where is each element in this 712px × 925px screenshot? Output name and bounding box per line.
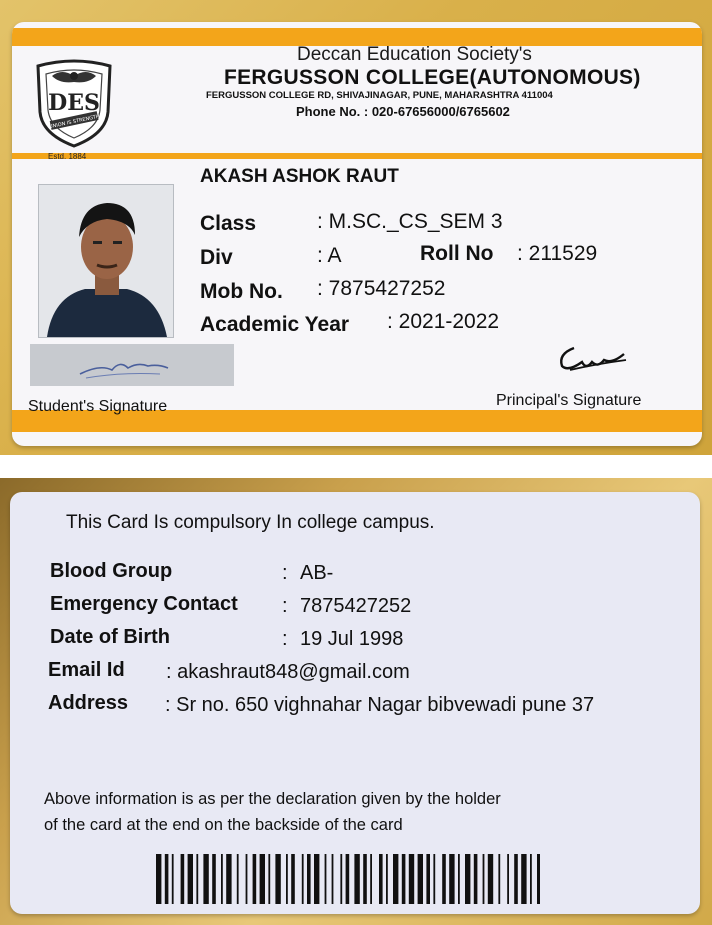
barcode-bar xyxy=(530,854,532,904)
barcode-bar xyxy=(354,854,359,904)
barcode-bar xyxy=(393,854,398,904)
barcode-bar xyxy=(514,854,518,904)
emergency-contact-label: Emergency Contact xyxy=(50,593,238,615)
barcode-bar xyxy=(433,854,435,904)
email-label: Email Id xyxy=(48,659,125,681)
barcode-bar xyxy=(156,854,161,904)
established-year: Estd. 1884 xyxy=(48,152,87,161)
barcode-bar xyxy=(226,854,231,904)
declaration-line-1: Above information is as per the declaration given by the holder xyxy=(44,790,501,808)
barcode-bar xyxy=(196,854,198,904)
barcode-bar xyxy=(212,854,216,904)
barcode-bar xyxy=(332,854,334,904)
barcode-bar xyxy=(474,854,478,904)
roll-number-value: : 211529 xyxy=(517,242,598,265)
header-divider-stripe xyxy=(12,153,702,159)
college-name: FERGUSSON COLLEGE(AUTONOMOUS) xyxy=(224,66,641,89)
barcode-bar xyxy=(325,854,327,904)
barcode-bar xyxy=(379,854,383,904)
barcode-bar xyxy=(363,854,367,904)
barcode-bar xyxy=(370,854,372,904)
date-of-birth-value: 19 Jul 1998 xyxy=(300,628,404,650)
barcode-bar xyxy=(488,854,493,904)
barcode-bar xyxy=(181,854,185,904)
barcode-bar xyxy=(418,854,423,904)
barcode-bar xyxy=(260,854,265,904)
student-photo xyxy=(38,184,174,338)
barcode-bar xyxy=(302,854,304,904)
barcode-bar xyxy=(253,854,257,904)
mobile-value: : 7875427252 xyxy=(317,277,446,300)
barcode-bar xyxy=(449,854,454,904)
blood-group-label: Blood Group xyxy=(50,560,173,582)
division-label: Div xyxy=(200,246,233,269)
principal-signature-caption: Principal's Signature xyxy=(496,392,642,409)
declaration-line-2: of the card at the end on the backside of the card xyxy=(44,816,403,834)
division-value: : A xyxy=(317,244,342,267)
barcode-bar xyxy=(483,854,485,904)
academic-year-value: : 2021-2022 xyxy=(387,310,500,333)
compulsory-notice: This Card Is compulsory In college campus. xyxy=(66,512,435,533)
id-card-front xyxy=(12,22,702,446)
barcode-bar xyxy=(314,854,319,904)
barcode-icon xyxy=(156,854,540,904)
barcode-bar xyxy=(188,854,193,904)
blood-group-colon: : xyxy=(282,562,288,584)
svg-text:UNION IS STRENGTH: UNION IS STRENGTH xyxy=(48,113,101,131)
address-value: : Sr no. 650 vighnahar Nagar bibvewadi pune 37 xyxy=(165,694,595,716)
barcode-bar xyxy=(221,854,223,904)
barcode-bar xyxy=(165,854,169,904)
student-portrait-icon xyxy=(39,185,173,337)
student-signature-box xyxy=(30,344,234,386)
barcode-bar xyxy=(507,854,509,904)
barcode-bar xyxy=(340,854,342,904)
barcode-bar xyxy=(286,854,288,904)
class-value: : M.SC._CS_SEM 3 xyxy=(317,210,503,233)
barcode-bar xyxy=(409,854,414,904)
society-name: Deccan Education Society's xyxy=(297,44,532,65)
barcode-bar xyxy=(307,854,311,904)
class-label: Class xyxy=(200,212,257,235)
emergency-contact-value: 7875427252 xyxy=(300,595,412,617)
college-emblem-icon xyxy=(28,54,120,150)
barcode-bar xyxy=(291,854,295,904)
svg-text:DES: DES xyxy=(48,90,100,116)
barcode-bar xyxy=(458,854,460,904)
barcode-bar xyxy=(426,854,430,904)
emergency-contact-colon: : xyxy=(282,595,288,617)
principal-signature-icon xyxy=(552,340,630,376)
email-value: : akashraut848@gmail.com xyxy=(166,661,410,683)
barcode-bar xyxy=(521,854,526,904)
barcode-bar xyxy=(268,854,270,904)
barcode-bar xyxy=(246,854,248,904)
barcode-bar xyxy=(172,854,174,904)
barcode-bar xyxy=(275,854,280,904)
date-of-birth-colon: : xyxy=(282,628,288,650)
id-card-back xyxy=(10,492,700,914)
date-of-birth-label: Date of Birth xyxy=(50,626,170,648)
student-name: AKASH ASHOK RAUT xyxy=(200,166,399,187)
barcode-bar xyxy=(237,854,239,904)
barcode-bar xyxy=(402,854,406,904)
barcode-bar xyxy=(386,854,388,904)
college-phone: Phone No. : 020-67656000/6765602 xyxy=(296,104,510,119)
barcode-bar xyxy=(498,854,500,904)
barcode-bar xyxy=(537,854,540,904)
mobile-label: Mob No. xyxy=(200,280,283,303)
student-signature-icon xyxy=(30,344,234,386)
student-signature-caption: Student's Signature xyxy=(28,398,168,415)
barcode-bar xyxy=(442,854,446,904)
blood-group-value: AB- xyxy=(300,562,334,584)
roll-number-label: Roll No xyxy=(420,242,494,265)
academic-year-label: Academic Year xyxy=(200,313,350,336)
barcode-bar xyxy=(203,854,208,904)
college-address: FERGUSSON COLLEGE RD, SHIVAJINAGAR, PUNE, MAHARASHTRA 411004 xyxy=(206,90,553,101)
barcode-bar xyxy=(465,854,470,904)
barcode-bar xyxy=(346,854,350,904)
address-label: Address xyxy=(48,692,129,714)
